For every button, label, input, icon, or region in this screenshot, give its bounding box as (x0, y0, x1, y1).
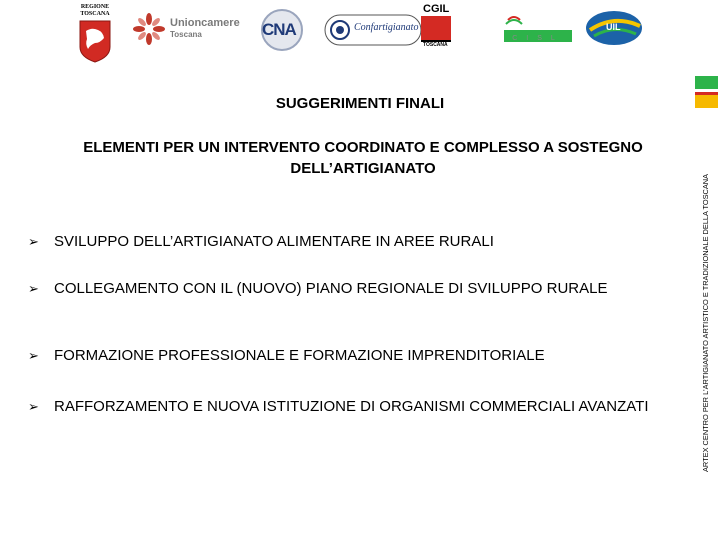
unioncamere-name: Unioncamere (170, 17, 240, 29)
regione-logo-text: REGIONE TOSCANA (80, 4, 110, 17)
cgil-logo (415, 2, 485, 54)
confartigianato-logo (324, 14, 428, 48)
regione-shield-icon (78, 19, 112, 63)
cna-text: CNA (262, 20, 296, 39)
cna-logo (256, 8, 312, 52)
unioncamere-star-icon (132, 12, 166, 46)
green-bar (695, 76, 718, 89)
uil-text: UIL (606, 22, 621, 32)
arrow-icon: ➢ (28, 281, 39, 296)
arrow-icon: ➢ (28, 234, 39, 249)
arrow-icon: ➢ (28, 348, 39, 363)
page-subtitle: ELEMENTI PER UN INTERVENTO COORDINATO E COMPLESSO A SOSTEGNO DELL’ARTIGIANATO (83, 139, 643, 177)
cisl-text: CISL (512, 35, 564, 42)
arrow-icon: ➢ (28, 399, 39, 414)
bullet-text: COLLEGAMENTO CON IL (NUOVO) PIANO REGIONALE DI SVILUPPO RURALE (54, 280, 608, 297)
bullet-text: RAFFORZAMENTO E NUOVA ISTITUZIONE DI ORGANISMI COMMERCIALI AVANZATI (54, 398, 649, 415)
bullet-text: SVILUPPO DELL’ARTIGIANATO ALIMENTARE IN AREE RURALI (54, 233, 494, 250)
cgil-text: CGIL (423, 3, 450, 15)
cgil-sub: TOSCANA (423, 42, 448, 48)
side-caption-text: ARTEX CENTRO PER L'ARTIGIANATO ARTISTICO E TRADIZIONALE DELLA TOSCANA (701, 173, 710, 472)
unioncamere-logo (130, 12, 240, 48)
unioncamere-sub: Toscana (170, 30, 202, 39)
confartigianato-text: Confartigianato (354, 22, 419, 33)
page-title: SUGGERIMENTI FINALI (275, 95, 445, 112)
logo-bar (0, 0, 720, 70)
uil-logo (584, 8, 646, 48)
bullet-text: FORMAZIONE PROFESSIONALE E FORMAZIONE IMPRENDITORIALE (54, 347, 545, 364)
cisl-logo (500, 14, 576, 44)
regione-toscana-logo (72, 4, 118, 66)
